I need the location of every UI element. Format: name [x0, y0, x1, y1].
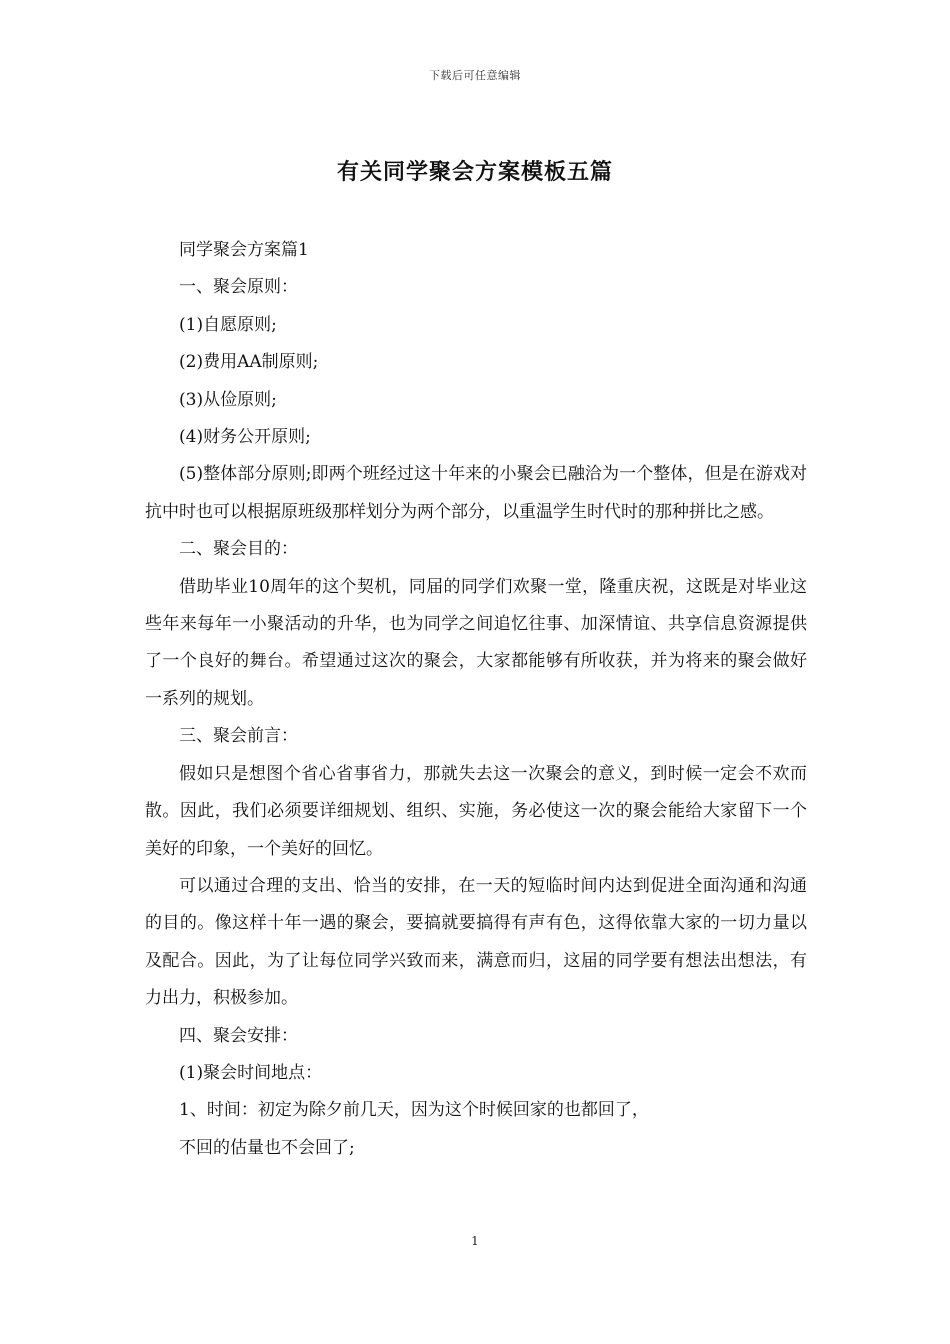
body-paragraph: 可以通过合理的支出、恰当的安排，在一天的短临时间内达到促进全面沟通和沟通的目的。像这样十年一遇的聚会，要搞就要搞得有声有色，这得依靠大家的一切力量以及配合。因此，为了让每位同学兴致而来，满意而归，这届的同学要有想法出想法，有力出力，积极参加。: [145, 875, 807, 1009]
subheading-time-place: (1)聚会时间地点：: [179, 1062, 323, 1083]
principle-item: (2)费用AA制原则;: [179, 352, 319, 373]
section-heading-plan-1: 同学聚会方案篇1: [179, 240, 309, 260]
principle-item: (3)从俭原则;: [179, 389, 277, 410]
body-paragraph: 借助毕业10周年的这个契机，同届的同学们欢聚一堂，隆重庆祝，这既是对毕业这些年来每年一小聚活动的升华，也为同学之间追忆往事、加深情谊、共享信息资源提供了一个良好的舞台。希望通过这次的聚会，大家都能够有所收获，并为将来的聚会做好一系列的规划。: [145, 576, 807, 709]
body-paragraph: 1、时间：初定为除夕前几天，因为这个时候回家的也都回了，: [179, 1100, 649, 1121]
principle-item: (4)财务公开原则;: [179, 427, 311, 448]
document-body: [145, 232, 807, 1167]
principle-item: (5)整体部分原则;即两个班经过这十年来的小聚会已融洽为一个整体，但是在游戏对抗中时也可以根据原班级那样划分为两个部分，以重温学生时代时的那种拼比之感。: [145, 464, 807, 522]
heading-arrangements: 四、聚会安排：: [179, 1025, 298, 1046]
principle-item: (1)自愿原则;: [179, 314, 277, 335]
page-number: 1: [471, 1234, 479, 1248]
page-header: 下载后可任意编辑: [429, 69, 521, 82]
heading-preface: 三、聚会前言：: [179, 726, 298, 747]
heading-purpose: 二、聚会目的：: [179, 539, 298, 560]
document-title: 有关同学聚会方案模板五篇: [336, 159, 613, 185]
heading-principles: 一、聚会原则：: [179, 277, 298, 298]
body-paragraph: 不回的估量也不会回了;: [179, 1137, 355, 1158]
body-paragraph: 假如只是想图个省心省事省力，那就失去这一次聚会的意义，到时候一定会不欢而散。因此，我们必须要详细规划、组织、实施，务必使这一次的聚会能给大家留下一个美好的印象，一个美好的回忆。: [145, 763, 807, 859]
